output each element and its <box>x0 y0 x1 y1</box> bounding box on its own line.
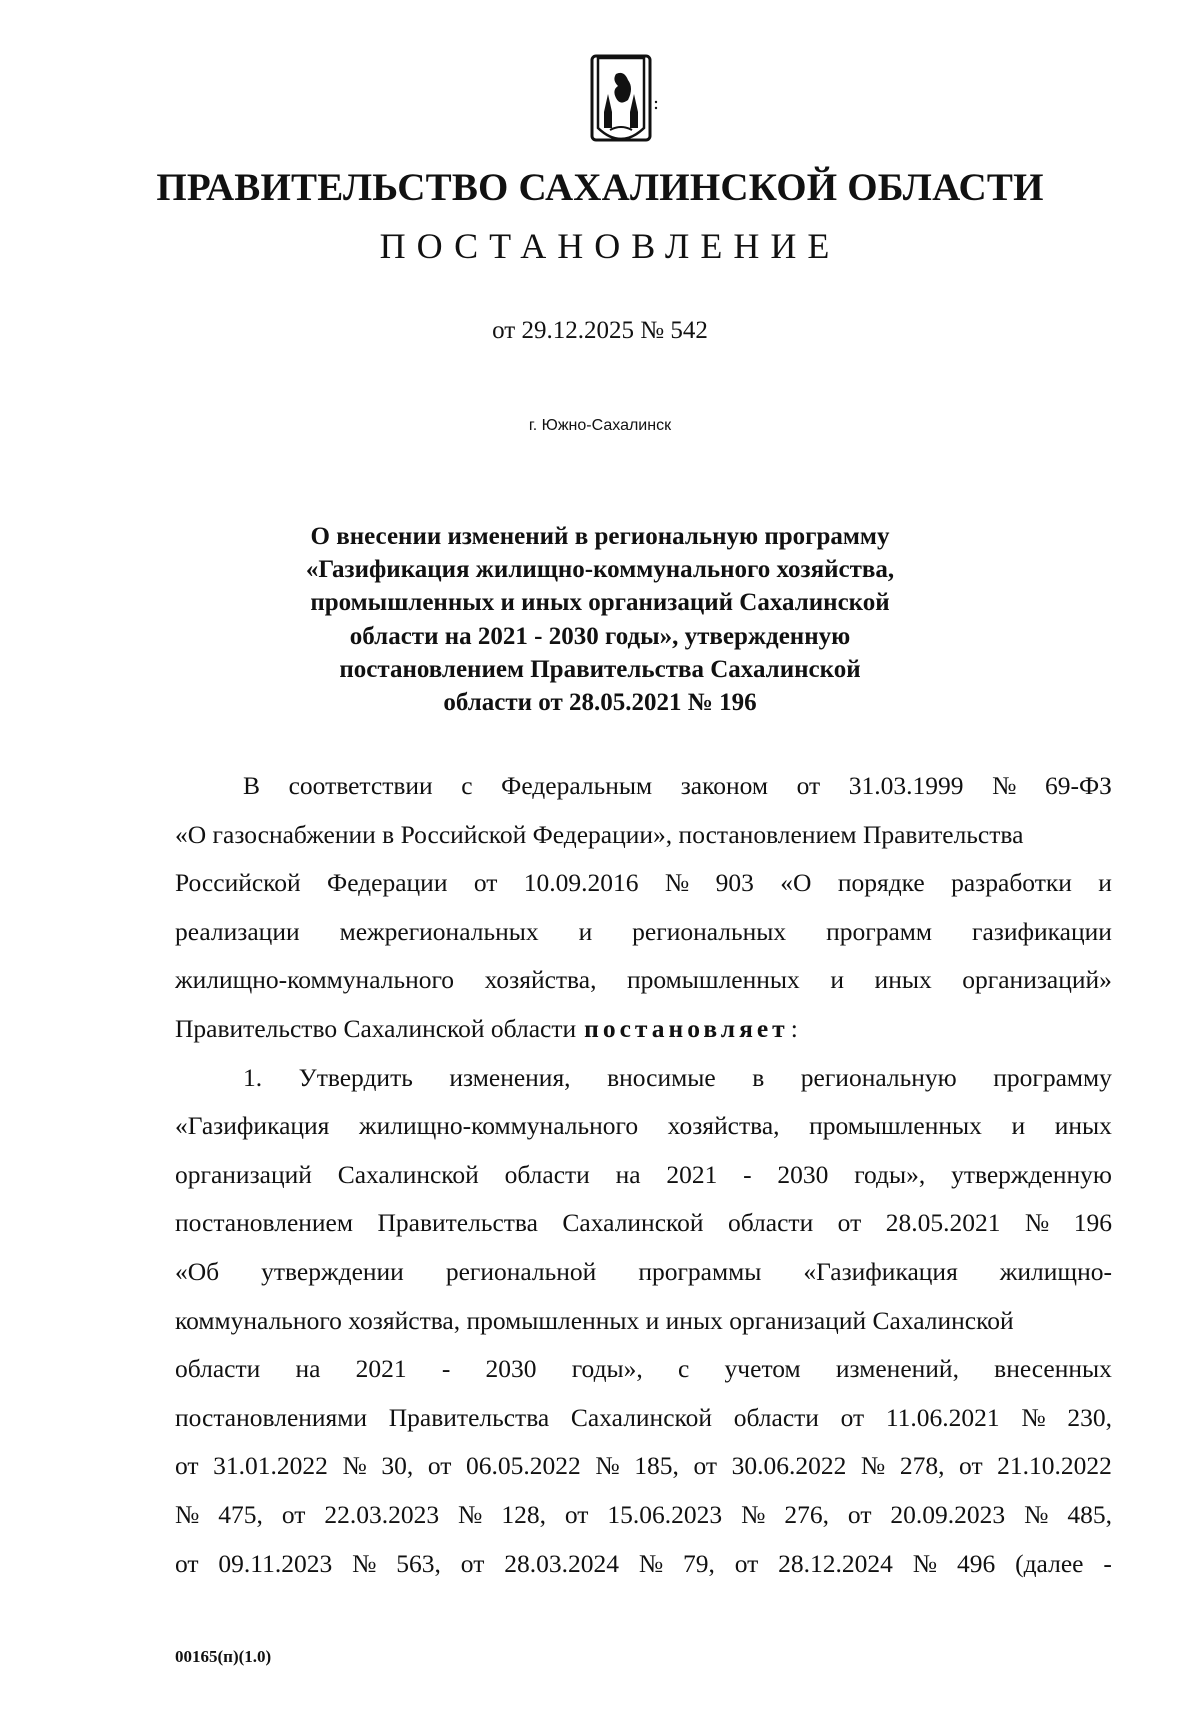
body-word: от <box>959 1451 983 1481</box>
body-word: региональную <box>800 1062 957 1092</box>
body-word: хозяйства, <box>667 1111 780 1141</box>
body-word: жилищно-коммунального <box>359 1111 639 1141</box>
body-word: региональной <box>445 1256 597 1286</box>
body-word: «Газификация <box>803 1256 958 1286</box>
document-date-number: от 29.12.2025 № 542 <box>492 317 708 344</box>
subject-line: постановлением Правительства Сахалинской <box>339 655 861 683</box>
body-word: № <box>1024 1208 1050 1238</box>
body-word: региональных <box>632 916 787 946</box>
body-word: 09.11.2023 <box>218 1548 333 1578</box>
body-word: 278, <box>899 1451 945 1481</box>
body-word: законом <box>680 771 769 800</box>
body-word: 563, <box>396 1548 441 1578</box>
body-line <box>175 1540 1112 1589</box>
body-word: в <box>752 1062 765 1092</box>
body-word: и <box>578 916 593 946</box>
body-word: «Газификация <box>175 1111 330 1141</box>
body-word: от <box>847 1499 872 1529</box>
body-word: соответствии <box>288 771 433 800</box>
body-line <box>175 908 1112 957</box>
body-word: 230, <box>1067 1402 1112 1432</box>
footer-form-code: 00165(п)(1.0) <box>175 1647 272 1666</box>
body-word: 30, <box>381 1451 414 1481</box>
body-word: области <box>175 1354 261 1384</box>
body-word: области <box>727 1208 814 1238</box>
body-line <box>175 1151 1112 1200</box>
body-word: Сахалинской <box>337 1159 479 1189</box>
body-word: от <box>427 1451 452 1481</box>
body-word: коммунального хозяйства, промышленных и иных организаций Сахалинской <box>175 1305 1014 1335</box>
body-word: от <box>564 1499 589 1529</box>
body-word: 06.05.2022 <box>465 1451 581 1481</box>
body-word: вносимые <box>607 1062 716 1092</box>
body-word: и <box>1011 1111 1026 1141</box>
body-word: изменения, <box>449 1062 571 1092</box>
body-word: от <box>734 1548 759 1578</box>
body-word: Утвердить <box>298 1062 413 1092</box>
body-word: годы», <box>854 1159 926 1189</box>
body-word: и <box>1098 868 1112 898</box>
body-word: «Об <box>175 1256 220 1286</box>
body-word: 475, <box>218 1499 263 1529</box>
body-word: (далее <box>1015 1548 1084 1578</box>
body-word: № <box>458 1499 483 1529</box>
paragraph-preamble <box>175 762 1112 1005</box>
body-word: межрегиональных <box>339 916 539 946</box>
body-word: от <box>175 1451 199 1481</box>
body-word: жилищно-коммунального <box>175 965 455 995</box>
body-line <box>175 1345 1112 1394</box>
body-word: - <box>441 1354 451 1384</box>
body-word: разработки <box>951 868 1072 898</box>
body-word: постановлениями <box>175 1402 368 1432</box>
body-word: «О газоснабжении в Российской Федерации», постановлением Правительства <box>175 819 1024 849</box>
body-word: 28.12.2024 <box>778 1548 893 1578</box>
document-body <box>175 762 1112 1588</box>
body-word: утвержденную <box>951 1159 1112 1189</box>
body-word: - <box>1103 1548 1112 1578</box>
body-line <box>175 1491 1112 1540</box>
body-word: постановлением <box>175 1208 354 1238</box>
body-word: программ <box>826 916 933 946</box>
government-title: ПРАВИТЕЛЬСТВО САХАЛИНСКОЙ ОБЛАСТИ <box>156 166 1044 209</box>
body-word: 15.06.2023 <box>607 1499 723 1529</box>
body-word: от <box>175 1548 199 1578</box>
body-word: от <box>796 771 821 800</box>
body-word: газификации <box>972 916 1112 946</box>
body-word: Федеральным <box>501 771 653 800</box>
subject-line: «Газификация жилищно-коммунального хозяйства, <box>305 556 895 584</box>
body-word: 11.06.2021 <box>885 1402 1000 1432</box>
body-word: 30.06.2022 <box>731 1451 847 1481</box>
body-word: области <box>733 1402 819 1432</box>
body-word: изменений, <box>835 1354 959 1384</box>
body-word: от <box>693 1451 717 1481</box>
body-word: 10.09.2016 <box>523 868 639 898</box>
body-line <box>175 1054 1112 1103</box>
body-word: Сахалинской <box>570 1402 713 1432</box>
body-word: 2030 <box>777 1159 829 1189</box>
body-word: хозяйства, <box>484 965 597 995</box>
body-word: жилищно- <box>999 1256 1112 1286</box>
body-word: порядке <box>837 868 925 898</box>
body-word: организаций <box>175 1159 312 1189</box>
body-word: 496 <box>956 1548 996 1578</box>
body-word: организаций» <box>962 965 1112 995</box>
body-word: на <box>615 1159 641 1189</box>
body-word: внесенных <box>994 1354 1112 1384</box>
body-word: № <box>638 1548 664 1578</box>
body-word: Правительства <box>388 1402 550 1432</box>
body-word: 2021 <box>666 1159 718 1189</box>
body-line <box>175 762 1112 811</box>
body-word: на <box>295 1354 321 1384</box>
body-line <box>175 811 1112 860</box>
body-line <box>175 1297 1112 1346</box>
body-word: Правительства <box>377 1208 538 1238</box>
body-word: с <box>461 771 473 800</box>
body-word: 20.09.2023 <box>890 1499 1006 1529</box>
body-word: годы», <box>571 1354 643 1384</box>
body-word: с <box>678 1354 690 1384</box>
body-word: учетом <box>724 1354 801 1384</box>
body-word: 276, <box>784 1499 829 1529</box>
body-word: № <box>664 868 690 898</box>
body-line <box>175 956 1112 1005</box>
body-word: № <box>342 1451 367 1481</box>
body-word: утверждении <box>261 1256 404 1286</box>
body-word: 69-ФЗ <box>1045 771 1112 800</box>
body-word: Федерации <box>327 868 448 898</box>
body-word: № <box>1024 1499 1049 1529</box>
body-word: Российской <box>175 868 301 898</box>
document-type: ПОСТАНОВЛЕНИЕ <box>379 226 841 266</box>
body-line <box>175 1102 1112 1151</box>
body-line <box>175 1005 1112 1054</box>
body-word: от <box>460 1548 485 1578</box>
body-word: 2030 <box>485 1354 537 1384</box>
body-word: Сахалинской <box>562 1208 704 1238</box>
body-word: № <box>175 1499 200 1529</box>
body-word: № <box>1021 1402 1046 1432</box>
document-subject <box>0 520 1200 719</box>
body-word: и <box>830 965 844 995</box>
body-line <box>175 1442 1112 1491</box>
body-word: 28.05.2021 <box>885 1208 1001 1238</box>
body-word: от <box>840 1402 865 1432</box>
body-word: № <box>912 1548 938 1578</box>
body-word: 28.03.2024 <box>504 1548 619 1578</box>
coat-of-arms-icon <box>590 54 660 154</box>
body-word: от <box>837 1208 862 1238</box>
body-word: 79, <box>683 1548 715 1578</box>
body-word: 21.10.2022 <box>997 1451 1112 1481</box>
body-word: 128, <box>501 1499 546 1529</box>
body-line <box>175 1199 1112 1248</box>
body-word: № <box>992 771 1017 800</box>
body-word: № <box>595 1451 620 1481</box>
body-word: 485, <box>1067 1499 1112 1529</box>
body-word: «О <box>780 868 812 898</box>
body-word: № <box>860 1451 886 1481</box>
body-word: 903 <box>715 868 754 898</box>
document-city: г. Южно-Сахалинск <box>528 417 672 434</box>
body-word: 185, <box>634 1451 679 1481</box>
body-word: программу <box>993 1062 1112 1092</box>
subject-line: промышленных и иных организаций Сахалинской <box>310 589 890 617</box>
body-word: 2021 <box>355 1354 407 1384</box>
body-word: 196 <box>1073 1208 1112 1238</box>
body-word: 31.03.1999 <box>848 771 964 800</box>
body-word: - <box>743 1159 752 1189</box>
body-word: № <box>352 1548 377 1578</box>
subject-line: области от 28.05.2021 № 196 <box>443 689 757 717</box>
body-word: программы <box>638 1256 762 1286</box>
body-word: от <box>473 868 498 898</box>
body-word: иных <box>874 965 932 995</box>
body-text: : <box>790 1013 798 1043</box>
body-word: области <box>504 1159 590 1189</box>
subject-line: О внесении изменений в региональную программу <box>310 523 890 550</box>
body-word: иных <box>1054 1111 1112 1141</box>
paragraph-item-1 <box>175 1054 1112 1589</box>
body-text: Правительство Сахалинской области <box>175 1013 577 1043</box>
body-word: № <box>741 1499 766 1529</box>
body-word: промышленных <box>627 965 800 995</box>
body-word: 1. <box>243 1062 263 1092</box>
body-line <box>175 859 1112 908</box>
body-word: 31.01.2022 <box>213 1451 328 1481</box>
body-word: В <box>243 771 261 800</box>
body-word: промышленных <box>809 1111 982 1141</box>
body-word: от <box>281 1499 306 1529</box>
emphasis-text: постановляет <box>584 1013 789 1043</box>
body-word: реализации <box>175 916 300 946</box>
body-line <box>175 1248 1112 1297</box>
body-line <box>175 1394 1112 1443</box>
body-word: 22.03.2023 <box>324 1499 440 1529</box>
subject-line: области на 2021 - 2030 годы», утвержденную <box>349 622 851 650</box>
